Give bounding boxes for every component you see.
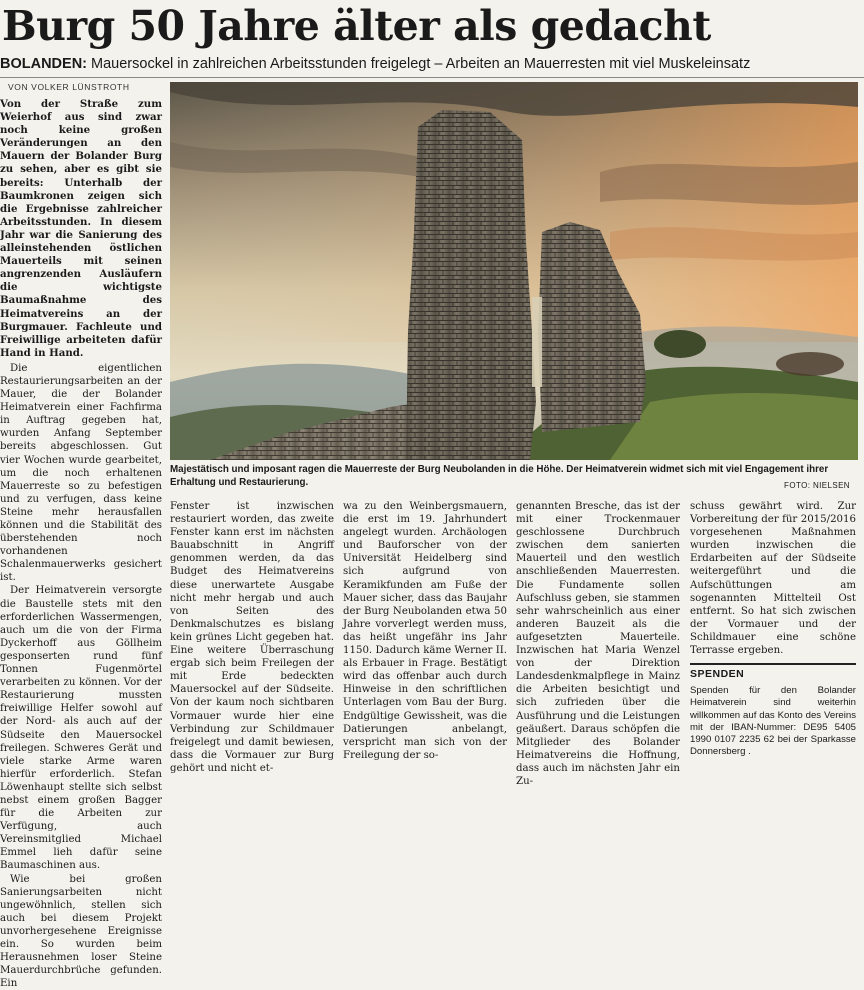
castle-ruin-photo: [170, 82, 858, 460]
lead-paragraph: Von der Straße zum Weierhof aus sind zwar noch keine großen Veränderungen an den Mauern der Bolander Burg zu sehen, aber es gibt sie bereits: Unterhalb der Baumkronen zeigen sich die Ergebnisse zahlreicher Arbeitsstunden. In diesem Jahr war die Sanierung des alleinstehenden östlichen Mauerteils mit seinen angrenzenden Ausläufern die wichtigste Baumaßnahme des Heimatvereins an der Burgmauer. Fachleute und Freiwillige arbeiteten dafür Hand in Hand.: [0, 98, 162, 359]
divider: [0, 77, 864, 78]
photo-credit: FOTO: NIELSEN: [784, 481, 850, 490]
article-column-5: [690, 500, 856, 758]
body-paragraph: Fenster ist inzwischen restauriert worden, das zweite Fenster kann erst im nächsten Bauabschnitt in Angriff genommen werden, da das Budget des Heimatvereins diese unerwartete Ausgabe nicht mehr hergab und auch von Seiten des Denkmalschutzes es bislang kein grünes Licht gegeben hat. Eine weitere Überraschung ergab sich beim Freilegen der mit Erde bedeckten Mauersockel auf der Südseite. Von der kaum noch sichtbaren Vormauer wurde hier eine Verbindung zur Schildmauer freigelegt und damit bewiesen, dass die Vormauer zur Burg gehört und nicht et-: [170, 501, 334, 774]
body-paragraph: Der Heimatverein versorgte die Baustelle stets mit den erforderlichen Wassermengen, auch um die von der Firma Dyckerhoff aus Göllheim gesponserten rund fünf Tonnen Fugenmörtel verarbeiten zu können. Vor der Restaurierung mussten freiwillige Helfer sowohl auf der Nord- als auch auf der Südseite den Mauersockel freilegen. Schweres Gerät und viele starke Arme waren hierfür erforderlich. Stefan Löwenhaupt stellte sich selbst nebst einem großen Bagger für die Arbeiten zur Verfügung, auch Vereinsmitglied Michael Emmel lieh dafür seine Baumaschinen aus.: [0, 585, 162, 872]
headline: Burg 50 Jahre älter als gedacht: [2, 2, 711, 50]
article-column-2: [170, 500, 334, 774]
article-column-1: [0, 98, 162, 990]
body-paragraph: Die eigentlichen Restaurierungsarbeiten an der Mauer, die der Bolander Heimatverein einer Fachfirma in Auftrag gegeben hat, wurden Anfang September bereits abgeschlossen. Gut vier Wochen wurde gearbeitet, um die noch erhaltenen Mauerreste so zu befestigen und zu verfugen, dass keine Steine mehr herausfallen können und die Stabilität des überstehenden noch vorhandenen Schalenmauerwerks gesichert ist.: [0, 362, 162, 584]
body-paragraph: Wie bei großen Sanierungsarbeiten nicht ungewöhnlich, stellen sich auch bei diesem Projekt unvorhergesehene Ereignisse ein. So wurden beim Herausnehmen loser Steine Mauerdurchbrüche gefunden. Ein: [0, 873, 162, 990]
article-column-3: [343, 500, 507, 761]
body-paragraph: schuss gewährt wird. Zur Vorbereitung der für 2015/2016 vorgesehenen Maßnahmen wurden inzwischen die Erdarbeiten auf der Südseite weitergeführt und die Aufschüttungen am sogenannten Mittelteil Ost entfernt. So hat sich zwischen der Vormauer und der Schildmauer eine schöne Terrasse ergeben.: [690, 501, 856, 657]
subheadline-location: BOLANDEN:: [0, 56, 87, 72]
subheadline: [0, 54, 750, 74]
body-paragraph: genannten Bresche, das ist der mit einer Trockenmauer geschlossene Durchbruch zwischen dem sanierten Mauerteil und den westlich anschließenden Mauerresten. Die Fundamente sollen Aufschluss geben, sie stammen sehr wahrscheinlich aus einer anderen Bauzeit als die aufgesetzten Mauerteile. Inzwischen hat Maria Wenzel von der Direktion Landesdenkmalpflege in Mainz die Arbeiten besichtigt und sich zufrieden über die Ausführung und die Leistungen geäußert. Daraus schöpfen die Mitglieder des Bolander Heimatvereins die Hoffnung, dass auch im nächsten Jahr ein Zu-: [516, 501, 680, 787]
photo-caption: Majestätisch und imposant ragen die Mauerreste der Burg Neubolanden in die Höhe. Der Heimatverein widmet sich mit viel Engagement ihrer Erhaltung und Restaurierung.: [170, 464, 829, 488]
byline: VON VOLKER LÜNSTROTH: [8, 82, 130, 92]
subheadline-text: Mauersockel in zahlreichen Arbeitsstunden freigelegt – Arbeiten an Mauerresten mit viel Muskeleinsatz: [91, 56, 751, 72]
body-paragraph: wa zu den Weinbergsmauern, die erst im 19. Jahrhundert angelegt wurden. Archäologen und Bauforscher von der Universität Heidelberg sind sich aufgrund von Keramikfunden am Fuße der Mauer sicher, dass das Baujahr der Burg Neubolanden etwa 50 Jahre vorverlegt werden muss, das heißt ungefähr ins Jahr 1150. Dadurch käme Werner II. als Erbauer in Frage. Bestätigt wird das offenbar auch durch Hinweise in den schriftlichen Unterlagen vom Bau der Burg. Endgültige Gewissheit, was die Datierungen anbelangt, verspricht man sich von der Freilegung der so-: [343, 501, 507, 761]
article-column-4: [516, 500, 680, 787]
donation-box-text: Spenden für den Bolander Heimatverein sind weiterhin willkommen auf das Konto des Vereins mit der IBAN-Nummer: DE95 5405 1990 0107 2235 62 bei der Sparkasse Donnersberg .: [690, 685, 856, 758]
donation-box-title: SPENDEN: [690, 663, 856, 681]
